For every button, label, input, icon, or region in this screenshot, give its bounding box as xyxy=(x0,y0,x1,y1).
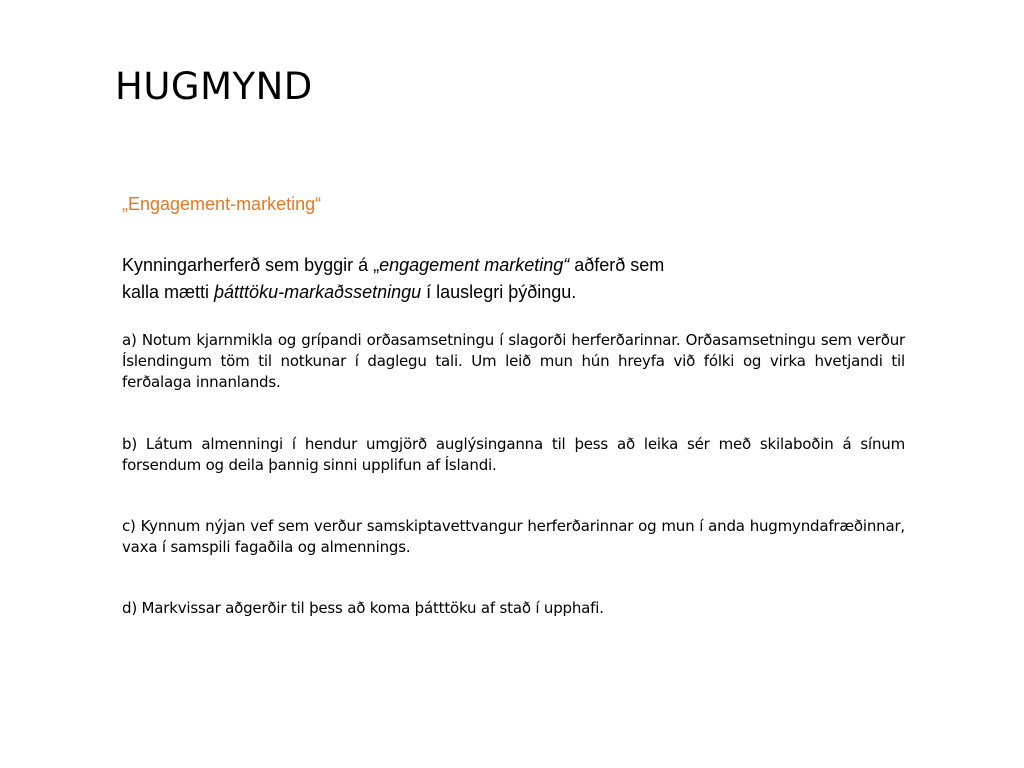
paragraph-c: c) Kynnum nýjan vef sem verður samskiptavettvangur herferðarinnar og mun í anda hugmyndafræðinnar, vaxa í samspili fagaðila og almennings. xyxy=(122,517,905,556)
slide-subtitle: „Engagement-marketing“ xyxy=(122,194,322,214)
paragraph-b: b) Látum almenningi í hendur umgjörð auglýsinganna til þess að leika sér með skilaboðin á sínum forsendum og deila þannig sinni upplifun af Íslandi. xyxy=(122,435,905,474)
intro-line2-post: í lauslegri þýðingu. xyxy=(421,282,577,302)
slide-title: HUGMYND xyxy=(115,65,313,108)
intro-line2-em: þátttöku-markaðssetningu xyxy=(214,282,422,302)
paragraph-a: a) Notum kjarnmikla og grípandi orðasamsetningu í slagorði herferðarinnar. Orðasamsetningu sem verður Íslendingum töm til notkunar í daglegu tali. Um leið mun hún hreyfa við fólki og virka hvetjandi til ferðalaga innanlands. xyxy=(122,331,905,391)
paragraph-d: d) Markvissar aðgerðir til þess að koma þátttöku af stað í upphafi. xyxy=(122,599,604,617)
intro-line1-pre: Kynningarherferð sem byggir á „ xyxy=(122,255,380,275)
intro-line1-post: aðferð sem xyxy=(569,255,665,275)
intro-text xyxy=(122,252,822,306)
intro-line2-pre: kalla mætti xyxy=(122,282,215,302)
intro-line1-em: engagement marketing“ xyxy=(379,255,570,275)
